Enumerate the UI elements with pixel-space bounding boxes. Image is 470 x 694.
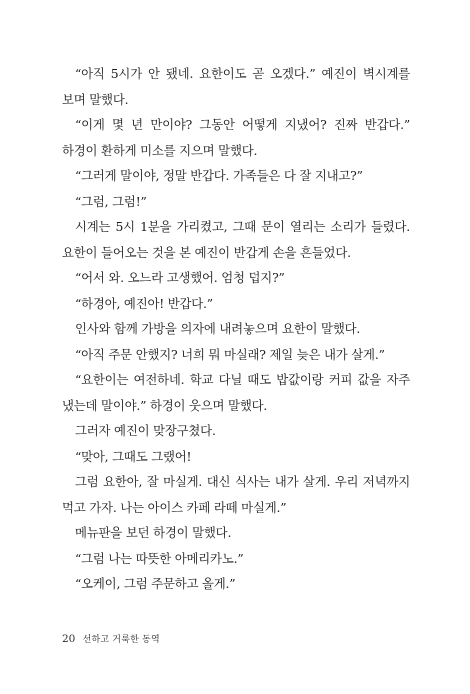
page-footer [62, 632, 160, 645]
paragraph-9: “아직 주문 안했지? 너희 뭐 마실래? 제일 늦은 내가 살게.” [75, 346, 385, 362]
paragraph-2: “이게 몇 년 만이야? 그동안 어떻게 지냈어? 진짜 반갑다.” 하경이 환하게 미소를 지으며 말했다. [62, 117, 410, 158]
paragraph-6: “어서 와. 오느라 고생했어. 엄청 덥지?” [75, 270, 285, 285]
paragraph-15: “그럼 나는 따뜻한 아메리카노.” [75, 550, 244, 566]
paragraph-10: “요한이는 여전하네. 학교 다닐 때도 밥값이랑 커피 값을 자주 냈는데 말이야.” 하경이 웃으며 말했다. [62, 372, 410, 413]
paragraph-4: “그럼, 그럼!” [75, 193, 147, 209]
paragraph-14: 메뉴판을 보던 하경이 말했다. [75, 525, 232, 540]
body-text [62, 61, 410, 597]
paragraph-7: “하경아, 예진아! 반갑다.” [75, 295, 213, 311]
paragraph-3: “그러게 말이야, 정말 반갑다. 가족들은 다 잘 지내고?” [75, 168, 363, 183]
paragraph-12: “맞아, 그때도 그랬어! [75, 448, 192, 464]
paragraph-8: 인사와 함께 가방을 의자에 내려놓으며 요한이 말했다. [75, 321, 361, 336]
paragraph-5: 시계는 5시 1분을 가리켰고, 그때 문이 열리는 소리가 들렸다. 요한이 들어오는 것을 본 예진이 반갑게 손을 흔들었다. [62, 219, 410, 260]
page-number: 20 [62, 633, 76, 645]
book-title: 선하고 거룩한 동역 [82, 635, 160, 645]
paragraph-11: 그러자 예진이 맞장구쳤다. [75, 423, 216, 438]
paragraph-1: “아직 5시가 안 됐네. 요한이도 곧 오겠다.” 예진이 벽시계를 보며 말했다. [62, 66, 410, 107]
paragraph-13: 그럼 요한아, 잘 마실게. 대신 식사는 내가 살게. 우리 저녁까지 먹고 가자. 나는 아이스 카페 라떼 마실게.” [62, 474, 410, 515]
paragraph-16: “오케이, 그럼 주문하고 올게.” [75, 576, 236, 591]
